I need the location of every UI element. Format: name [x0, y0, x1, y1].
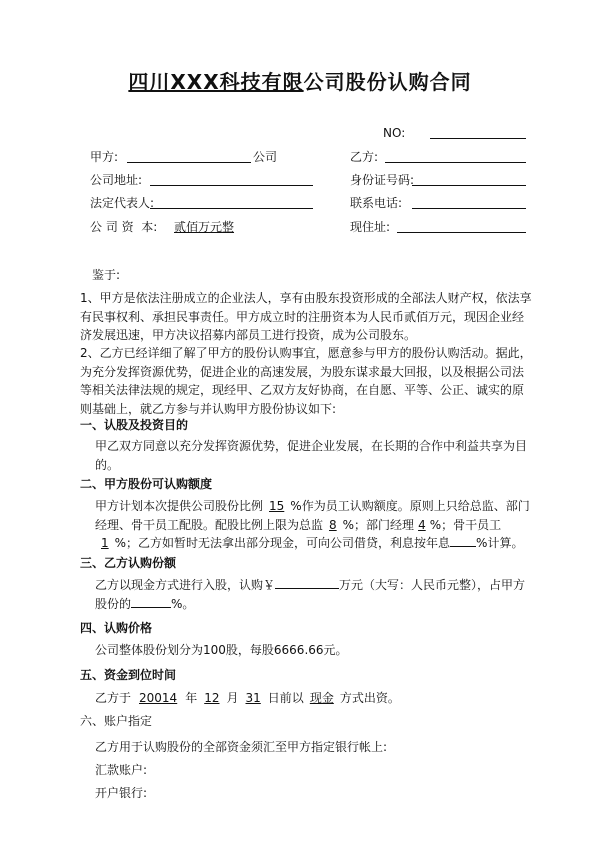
- section-2-text: 甲方计划本次提供公司股份比例 15 %作为员工认购额度。原则上只给总监、部门经理、骨干员工配股。配股比例上限为总监 8 %；部门经理 4 %；骨干员工1 %；乙方如暂时无法拿出部分现金，可向公司借贷，利息按年息 %计算。: [95, 499, 530, 550]
- capital-value: 贰佰万元整: [174, 220, 235, 234]
- section-5-title: 五、资金到位时间: [80, 668, 177, 682]
- funding-month: 12: [204, 691, 220, 705]
- capital-label: 公 司 资 本:: [90, 220, 158, 234]
- funding-year: 20014: [139, 691, 178, 705]
- director-ratio-value: 8: [329, 517, 337, 532]
- remit-account-label: 汇款账户:: [95, 763, 148, 777]
- title-company: 四川XXX科技有限: [128, 70, 304, 94]
- party-b-field[interactable]: [385, 162, 526, 163]
- phone-label: 联系电话:: [350, 196, 403, 210]
- residence-label: 现住址:: [350, 220, 391, 234]
- section-3-title: 三、乙方认购份额: [80, 556, 177, 570]
- party-a-suffix: 公司: [253, 150, 278, 164]
- section-1-text: 甲乙双方同意以充分发挥资源优势，促进企业发展，在长期的合作中利益共享为目的。: [95, 439, 528, 472]
- funding-method: 现金: [309, 691, 334, 705]
- residence-field[interactable]: [397, 232, 526, 233]
- section-5-text: 乙方于 20014 年 12 月 31 日前以 现金 方式出资。: [95, 691, 400, 705]
- section-4-title: 四、认购价格: [80, 621, 153, 635]
- id-number-label: 身份证号码:: [350, 173, 415, 187]
- title-rest: 公司股份认购合同: [303, 70, 472, 94]
- party-b-label: 乙方:: [350, 150, 379, 164]
- section-1-title: 一、认股及投资目的: [80, 418, 189, 432]
- document-title: [0, 66, 600, 95]
- company-address-field[interactable]: [150, 185, 313, 186]
- legal-rep-label: 法定代表人:: [90, 196, 155, 210]
- section-6-title: 六、账户指定: [80, 714, 153, 728]
- party-a-label: 甲方:: [90, 150, 119, 164]
- id-number-field[interactable]: [412, 185, 526, 186]
- phone-field[interactable]: [412, 208, 526, 209]
- share-percent-field[interactable]: [131, 595, 171, 608]
- funding-day: 31: [245, 691, 261, 705]
- section-6-text: 乙方用于认购股份的全部资金须汇至甲方指定银行帐上:: [95, 740, 388, 754]
- clause-2: 2、乙方已经详细了解了甲方的股份认购事宜，愿意参与甲方的股份认购活动。据此，为充分发挥资源优势，促进企业的高速发展，为股东谋求最大回报，以及根据公司法等相关法律法规的规定，现经甲、乙双方友好协商，在自愿、平等、公正、诚实的原则基础上，就乙方参与并认购甲方股份协议如下:: [80, 346, 532, 416]
- contract-no-label: NO:: [383, 126, 406, 140]
- clause-1: 1、甲方是依法注册成立的企业法人，享有由股东投资形成的全部法人财产权，依法享有民事权利、承担民事责任。甲方成立时的注册资本为人民币贰佰万元，现因企业经济发展迅速，甲方决议招募内部员工进行投资，成为公司股东。: [80, 291, 532, 342]
- bank-label: 开户银行:: [95, 786, 148, 800]
- section-4-text: 公司整体股份划分为100股，每股6666.66元。: [95, 643, 348, 657]
- manager-ratio-value: 4: [418, 517, 426, 532]
- company-address-label: 公司地址:: [90, 173, 143, 187]
- section-2-title: 二、甲方股份可认购额度: [80, 477, 213, 491]
- legal-rep-field[interactable]: [150, 208, 313, 209]
- staff-ratio-value: 1: [101, 536, 109, 550]
- whereas-label: 鉴于:: [92, 268, 121, 282]
- party-a-field[interactable]: [127, 162, 251, 163]
- contract-no-field[interactable]: [430, 138, 526, 139]
- section-3-text: 乙方以现金方式进行入股，认购￥ 万元（大写：人民币元整），占甲方股份的 %。: [95, 578, 526, 611]
- share-ratio-value: 15: [269, 499, 285, 513]
- subscription-amount-field[interactable]: [275, 576, 339, 589]
- interest-rate-field[interactable]: [450, 534, 476, 547]
